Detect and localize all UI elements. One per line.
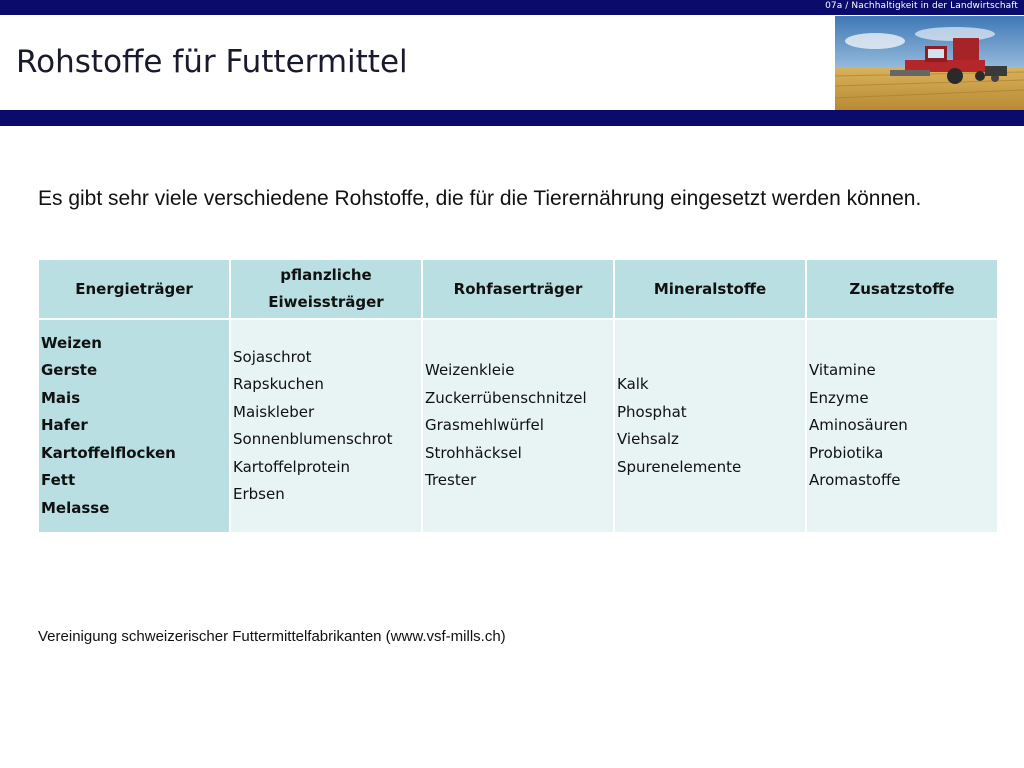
list-item: Kalk (617, 375, 649, 393)
list-item: Phosphat (617, 402, 687, 421)
source-citation: Vereinigung schweizerischer Futtermittelfabrikanten (www.vsf-mills.ch) (38, 628, 506, 645)
table-header-row (39, 260, 997, 318)
list-item: Sojaschrot (233, 347, 312, 366)
list-item: Hafer (41, 416, 88, 435)
column-header-energietraeger: Energieträger (39, 260, 229, 318)
header-divider-bar (0, 110, 1024, 126)
cell-mineralstoffe (615, 320, 805, 532)
list-item: Trester (425, 471, 477, 490)
list-item: Rapskuchen (233, 375, 324, 393)
cell-zusatzstoffe (807, 320, 997, 532)
list-item: Zuckerrübenschnitzel (425, 388, 587, 407)
list-item: Sonnenblumenschrot (233, 430, 393, 448)
list-item: Weizenkleie (425, 361, 515, 380)
column-header-mineralstoffe: Mineralstoffe (615, 260, 805, 318)
cell-energietraeger (39, 320, 229, 532)
cell-eiweisstraeger (231, 320, 421, 532)
list-item: Gerste (41, 361, 98, 380)
cell-rohfasertraeger (423, 320, 613, 532)
list-item: Vitamine (809, 361, 876, 380)
list-item: Spurenelemente (617, 457, 742, 476)
list-item: Enzyme (809, 388, 869, 407)
list-item: Kartoffelprotein (233, 457, 351, 476)
list-item: Aminosäuren (809, 416, 908, 435)
slide-title: Rohstoffe für Futtermittel (16, 44, 408, 80)
list-item: Weizen (41, 333, 102, 352)
list-item: Probiotika (809, 443, 884, 462)
list-item: Fett (41, 471, 76, 490)
list-item: Mais (41, 388, 81, 407)
list-item: Erbsen (233, 485, 285, 503)
list-item: Maiskleber (233, 402, 315, 421)
list-item: Viehsalz (617, 430, 679, 448)
list-item: Aromastoffe (809, 471, 901, 490)
intro-text: Es gibt sehr viele verschiedene Rohstoffe, die für die Tierernährung eingesetzt werden können. (38, 187, 922, 210)
column-header-zusatzstoffe: Zusatzstoffe (807, 260, 997, 318)
column-header-eiweisstraeger: pflanzliche Eiweissträger (231, 260, 421, 318)
feed-ingredients-table (37, 258, 999, 534)
top-banner (0, 0, 1024, 15)
course-label: 07a / Nachhaltigkeit in der Landwirtschaft (825, 1, 1018, 11)
list-item: Grasmehlwürfel (425, 416, 544, 435)
combine-harvester-image (835, 16, 1024, 110)
list-item: Melasse (41, 498, 110, 517)
list-item: Strohhäcksel (425, 443, 522, 462)
table-row (39, 320, 997, 532)
list-item: Kartoffelflocken (41, 443, 176, 462)
column-header-rohfasertraeger: Rohfaserträger (423, 260, 613, 318)
